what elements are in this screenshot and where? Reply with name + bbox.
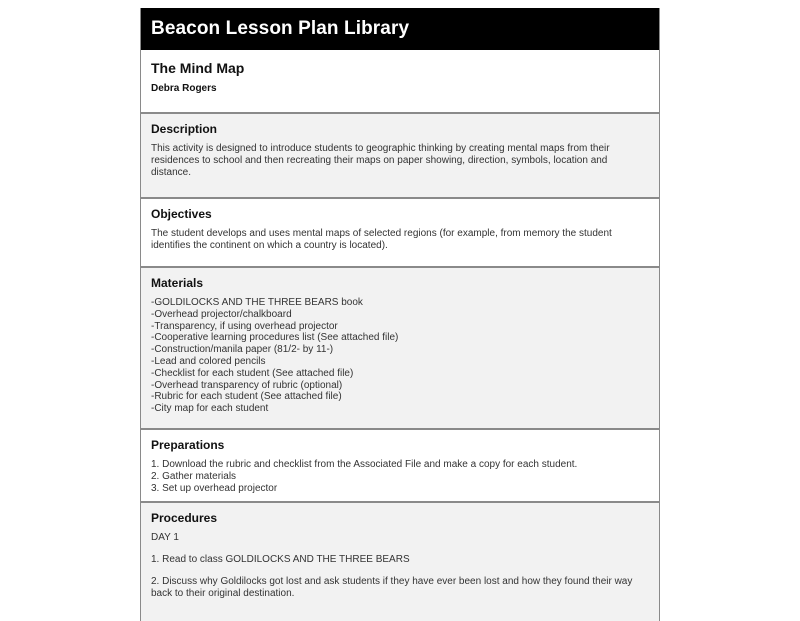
preparations-heading: Preparations bbox=[151, 438, 225, 452]
procedures-section bbox=[141, 501, 659, 621]
materials-heading: Materials bbox=[151, 276, 204, 290]
preparations-item: 2. Gather materials bbox=[151, 470, 237, 482]
materials-item: -Checklist for each student (See attached file) bbox=[151, 367, 354, 379]
description-heading: Description bbox=[151, 122, 218, 136]
procedures-paragraph: DAY 1 bbox=[151, 532, 179, 543]
lesson-author: Debra Rogers bbox=[151, 83, 217, 94]
lesson-page bbox=[140, 8, 660, 621]
lesson-title-block bbox=[141, 50, 659, 112]
site-header bbox=[141, 8, 659, 50]
materials-item: -Overhead projector/chalkboard bbox=[151, 308, 292, 320]
materials-list bbox=[151, 297, 649, 415]
preparations-section bbox=[141, 428, 659, 501]
procedures-heading: Procedures bbox=[151, 511, 218, 525]
materials-item: -Cooperative learning procedures list (See attached file) bbox=[151, 332, 399, 344]
objectives-text: The student develops and uses mental maps of selected regions (for example, from memory the student identifies the continent on which a country is located). bbox=[151, 228, 612, 251]
materials-item: -Lead and colored pencils bbox=[151, 355, 266, 367]
preparations-list bbox=[151, 459, 649, 494]
description-section bbox=[141, 112, 659, 197]
procedures-paragraph: 1. Read to class GOLDILOCKS AND THE THREE BEARS bbox=[151, 554, 410, 565]
materials-item: -Rubric for each student (See attached file) bbox=[151, 391, 342, 403]
materials-item: -Transparency, if using overhead projector bbox=[151, 320, 338, 332]
objectives-heading: Objectives bbox=[151, 207, 212, 221]
objectives-section bbox=[141, 197, 659, 266]
materials-item: -Overhead transparency of rubric (optional) bbox=[151, 379, 343, 391]
preparations-item: 1. Download the rubric and checklist from the Associated File and make a copy for each student. bbox=[151, 459, 578, 470]
lesson-title: The Mind Map bbox=[151, 60, 245, 76]
description-text: This activity is designed to introduce students to geographic thinking by creating mental maps from their residences to school and then recreating their maps on paper showing, direction, symbols, location and distance. bbox=[151, 143, 610, 178]
materials-item: -GOLDILOCKS AND THE THREE BEARS book bbox=[151, 297, 363, 308]
materials-section bbox=[141, 266, 659, 428]
materials-item: -Construction/manila paper (81/2- by 11-) bbox=[151, 344, 334, 356]
site-title: Beacon Lesson Plan Library bbox=[151, 18, 410, 39]
procedures-paragraph: 2. Discuss why Goldilocks got lost and ask students if they have ever been lost and how they found their way back to their original destination. bbox=[151, 576, 633, 599]
materials-item: -City map for each student bbox=[151, 403, 269, 415]
preparations-item: 3. Set up overhead projector bbox=[151, 482, 278, 494]
